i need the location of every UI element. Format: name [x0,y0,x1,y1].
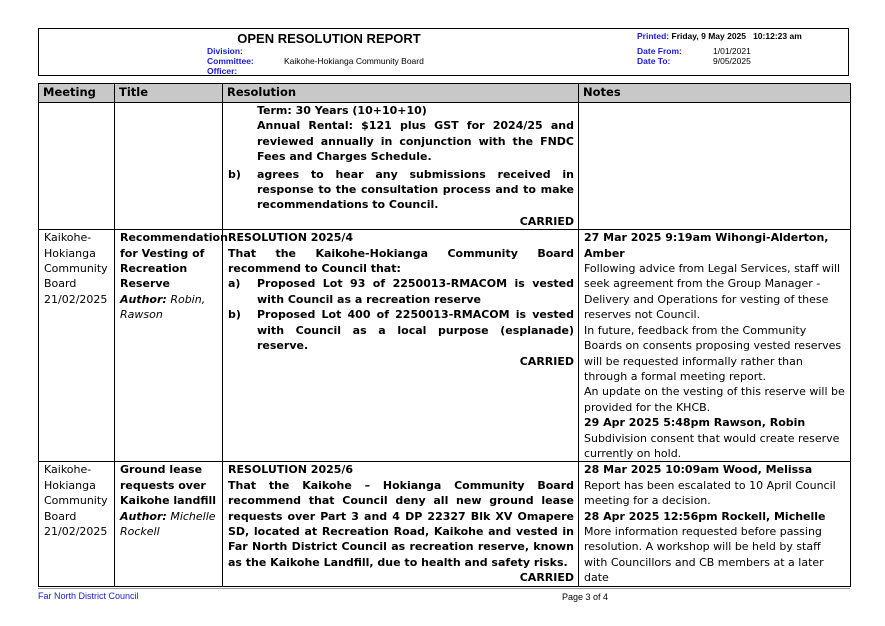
page-number: Page 3 of 4 [562,592,609,602]
carried-status: CARRIED [519,571,574,585]
resolution-item [228,307,574,353]
division-label: Division: [207,46,243,56]
resolution-text: That the Kaikohe – Hokianga Community Board recommend that Council deny all new ground lease requests over Part 3 and 4 DP 22327 Blk XV Omapere SD, located at Recreation Road, Kaikohe and vested in Far North District Council as recreation reserve, known as the Kaikohe Landfill, due to health and safety risks. [228,478,574,569]
meeting-line: Hokianga [44,246,96,260]
notes-cell [579,230,851,462]
committee-label: Committee: [207,56,254,66]
title-cell [115,230,228,462]
printed-line [637,31,802,42]
note-text: Report has been escalated to 10 April Council meeting for a decision. [584,478,836,508]
date-from-value: 1/01/2021 [713,46,751,56]
item-title: Ground lease requests over Kaikohe landfill [120,463,217,508]
resolution-item [228,167,574,213]
table-row [39,103,851,230]
author-line [120,292,218,323]
meeting-line: Kaikohe- [44,463,92,477]
note-text: Following advice from Legal Services, staff will seek agreement from the Group Manager - Delivery and Operations for vesting of these reserves not Council. [584,262,841,322]
col-resolution: Resolution [223,84,579,103]
author-name: Robin, Rawson [120,292,206,322]
committee-value: Kaikohe-Hokianga Community Board [284,56,424,66]
rental-line: Annual Rental: $121 plus GST for 2024/25 and reviewed annually in conjunction with the FNDC Fees and Charges Schedule. [257,119,574,164]
item-title: Recommendation for Vesting of Recreation Reserve [120,231,228,291]
printed-label: Printed: [637,31,670,41]
footer-org: Far North District Council [38,591,139,601]
author-label: Author: [120,292,167,306]
date-from-label: Date From: [637,46,682,56]
resolution-heading: RESOLUTION 2025/4 [228,231,354,245]
col-notes: Notes [579,84,851,103]
meeting-line: Board [44,277,77,291]
item-label: a) [228,277,241,291]
resolution-table [38,83,851,587]
note-text: An update on the vesting of this reserve will be provided for the KHCB. [584,385,845,414]
date-to-label: Date To: [637,56,671,66]
meeting-cell [39,230,115,462]
resolution-heading: RESOLUTION 2025/6 [228,463,354,477]
note-heading: 28 Mar 2025 10:09am Wood, Melissa [584,463,813,477]
note-text: More information requested before passing resolution. A workshop will be held by staff with Councillors and CB members at a later date [584,524,824,585]
note-text: Subdivision consent that would create reserve currently on hold. [584,431,840,460]
meeting-line: Community [44,494,108,508]
meeting-date: 21/02/2025 [44,524,108,538]
term-line: Term: 30 Years (10+10+10) [257,104,427,117]
col-meeting: Meeting [39,84,115,103]
item-label: b) [228,308,241,322]
meeting-cell [39,462,115,586]
title-cell [115,462,223,586]
note-text: In future, feedback from the Community Boards on consents proposing vested reserves will be requested informally rather than through a formal meeting report. [584,323,842,383]
carried-status: CARRIED [519,354,574,368]
meeting-line: Kaikohe- [44,231,92,245]
item-text: Proposed Lot 93 of 2250013-RMACOM is vested with Council as a recreation reserve [257,277,574,306]
resolution-cell [223,462,579,586]
meeting-line: Hokianga [44,478,96,492]
author-label: Author: [120,509,167,523]
carried-status: CARRIED [519,214,574,228]
item-label: b) [228,167,241,181]
note-heading: 29 Apr 2025 5:48pm Rawson, Robin [584,416,806,430]
meeting-date: 21/02/2025 [44,292,108,306]
printed-value: Friday, 9 May 2025 10:12:23 am [671,31,802,41]
table-row [39,462,851,586]
resolution-cell [223,230,579,462]
resolution-item [228,276,574,307]
title-cell [115,103,223,230]
table-header-row [39,84,851,103]
footer-divider [38,588,850,589]
note-heading: 28 Apr 2025 12:56pm Rockell, Michelle [584,509,826,523]
meeting-line: Board [44,509,77,523]
notes-cell [579,462,851,586]
resolution-cell [223,103,579,230]
date-to-value: 9/05/2025 [713,56,751,66]
author-name: Michelle Rockell [120,509,216,538]
item-text: agrees to hear any submissions received in response to the consultation process and to make recommendations to Council. [257,167,574,212]
resolution-intro: That the Kaikohe-Hokianga Community Board recommend to Council that: [228,246,574,276]
note-heading: 27 Mar 2025 9:19am Wihongi-Alderton, Amber [584,231,829,260]
report-header [38,28,849,76]
table-row [39,230,851,462]
notes-cell [579,103,851,230]
meeting-cell [39,103,115,230]
report-title: OPEN RESOLUTION REPORT [237,31,421,46]
item-text: Proposed Lot 400 of 2250013-RMACOM is vested with Council as a local purpose (esplanade) reserve. [257,308,574,353]
author-line [120,509,218,540]
officer-label: Officer: [207,66,238,76]
meeting-line: Community [44,262,108,276]
col-title: Title [115,84,223,103]
